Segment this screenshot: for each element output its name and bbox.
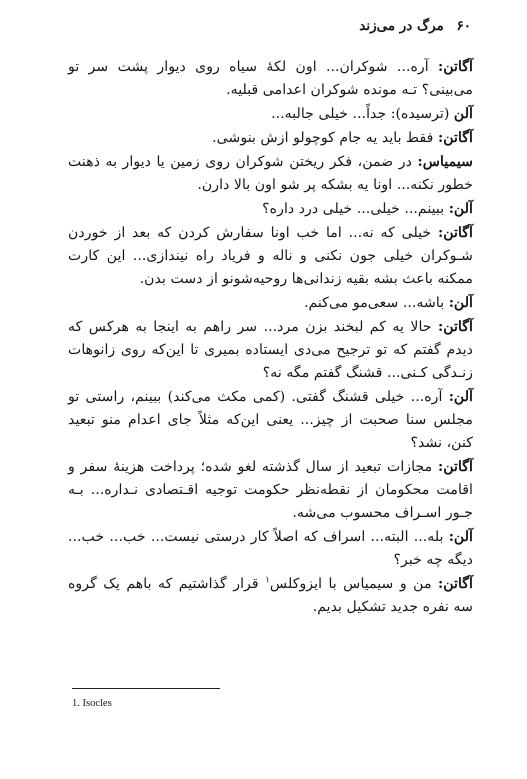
- line-text: ببینم... خیلی... خیلی درد داره؟: [262, 201, 449, 217]
- dialogue-line: [68, 103, 473, 126]
- dialogue-line: [68, 127, 473, 150]
- line-text: من و سیمیاس با ایزوکلس: [269, 576, 438, 592]
- dialogue-text: [68, 56, 473, 620]
- line-text: قرار گذاشتیم که باهم یک گروه سه نفره جدید تشکیل بدیم.: [68, 576, 473, 615]
- line-text: باشه... سعی‌مو می‌کنم.: [303, 295, 449, 311]
- line-text: فقط باید یه جام کوچولو ازش بنوشی.: [212, 130, 438, 146]
- footnote-divider: [72, 688, 220, 689]
- line-text: آره... شوکران... اون لکهٔ سیاه روی دیوار پشت سر تو می‌بینی؟ تـه مونده شوکران اعدامی قبلیه.: [68, 59, 473, 98]
- dialogue-line: [68, 316, 473, 385]
- footnote-reference[interactable]: ۱: [265, 575, 270, 586]
- dialogue-line: [68, 573, 473, 619]
- dialogue-line: [68, 456, 473, 525]
- dialogue-line: [68, 292, 473, 315]
- page-header: [56, 18, 471, 40]
- speaker-name: آگاتن:: [437, 130, 473, 146]
- speaker-name: آگاتن:: [437, 319, 473, 335]
- line-text: حالا یه کم لبخند بزن مرد... سر راهم به اینجا به هرکس که دیدم گفتم که تو ترجیح می‌دی ایستاده بمیری تا این‌که روی زانوهات زنـدگی کـنی... قشنگ گفتم مگه نه؟: [68, 319, 473, 381]
- line-text: خیلی که نه... اما خب اونا سفارش کردن که بعد از خوردن شـوکران خیلی جون نکنی و ناله و فریاد راه نیندازی... این کارت ممکنه باعث بشه بقیه زندانی‌ها روحیه‌شونو از دست بدن.: [68, 225, 473, 287]
- dialogue-line: [68, 56, 473, 102]
- line-text: بله... البته... اسراف که اصلاً کار درستی نیست... خب... خب... دیگه چه خبر؟: [68, 529, 473, 568]
- speaker-name: آگاتن:: [437, 225, 473, 241]
- speaker-name: آلن:: [448, 201, 473, 217]
- line-text: آره... خیلی قشنگ گفتی. (کمی مکث می‌کند) ببینم، راستی تو مجلس سنا صحبت از چیز... یعنی این‌که مثلاً جای اعدام منو تبعید کنن، نشد؟: [68, 389, 473, 451]
- speaker-name: آلن:: [448, 529, 473, 545]
- dialogue-line: [68, 222, 473, 291]
- speaker-name: آلن:: [448, 389, 473, 405]
- speaker-name: آگاتن:: [437, 459, 473, 475]
- speaker-name: آگاتن:: [437, 576, 473, 592]
- line-text: در ضمن، فکر ریختن شوکران روی زمین یا دیوار به ذهنت خطور نکنه... اونا یه بشکه پر شو اون بالا دارن.: [68, 154, 473, 193]
- dialogue-line: [68, 151, 473, 197]
- speaker-name: آگاتن:: [437, 59, 473, 75]
- page-number: ۶۰: [456, 18, 471, 34]
- speaker-name: سیمیاس:: [417, 154, 473, 170]
- dialogue-line: [68, 526, 473, 572]
- line-text: (ترسیده): جداً... خیلی جالبه...: [271, 106, 454, 122]
- speaker-name: آلن:: [448, 295, 473, 311]
- running-title: مرگ در می‌زند: [359, 18, 444, 34]
- speaker-name: آلن: [453, 106, 473, 122]
- dialogue-line: [68, 198, 473, 221]
- dialogue-line: [68, 386, 473, 455]
- line-text: مجازات تبعید از سال گذشته لغو شده؛ پرداخت هزینهٔ سفر و اقامت محکومان از نقطه‌نظر حکومت توجیه اقـتصادی نـداره... بـه جـور اسـراف محسوب می‌شه.: [68, 459, 473, 521]
- footnote: 1. Isocles: [72, 698, 112, 709]
